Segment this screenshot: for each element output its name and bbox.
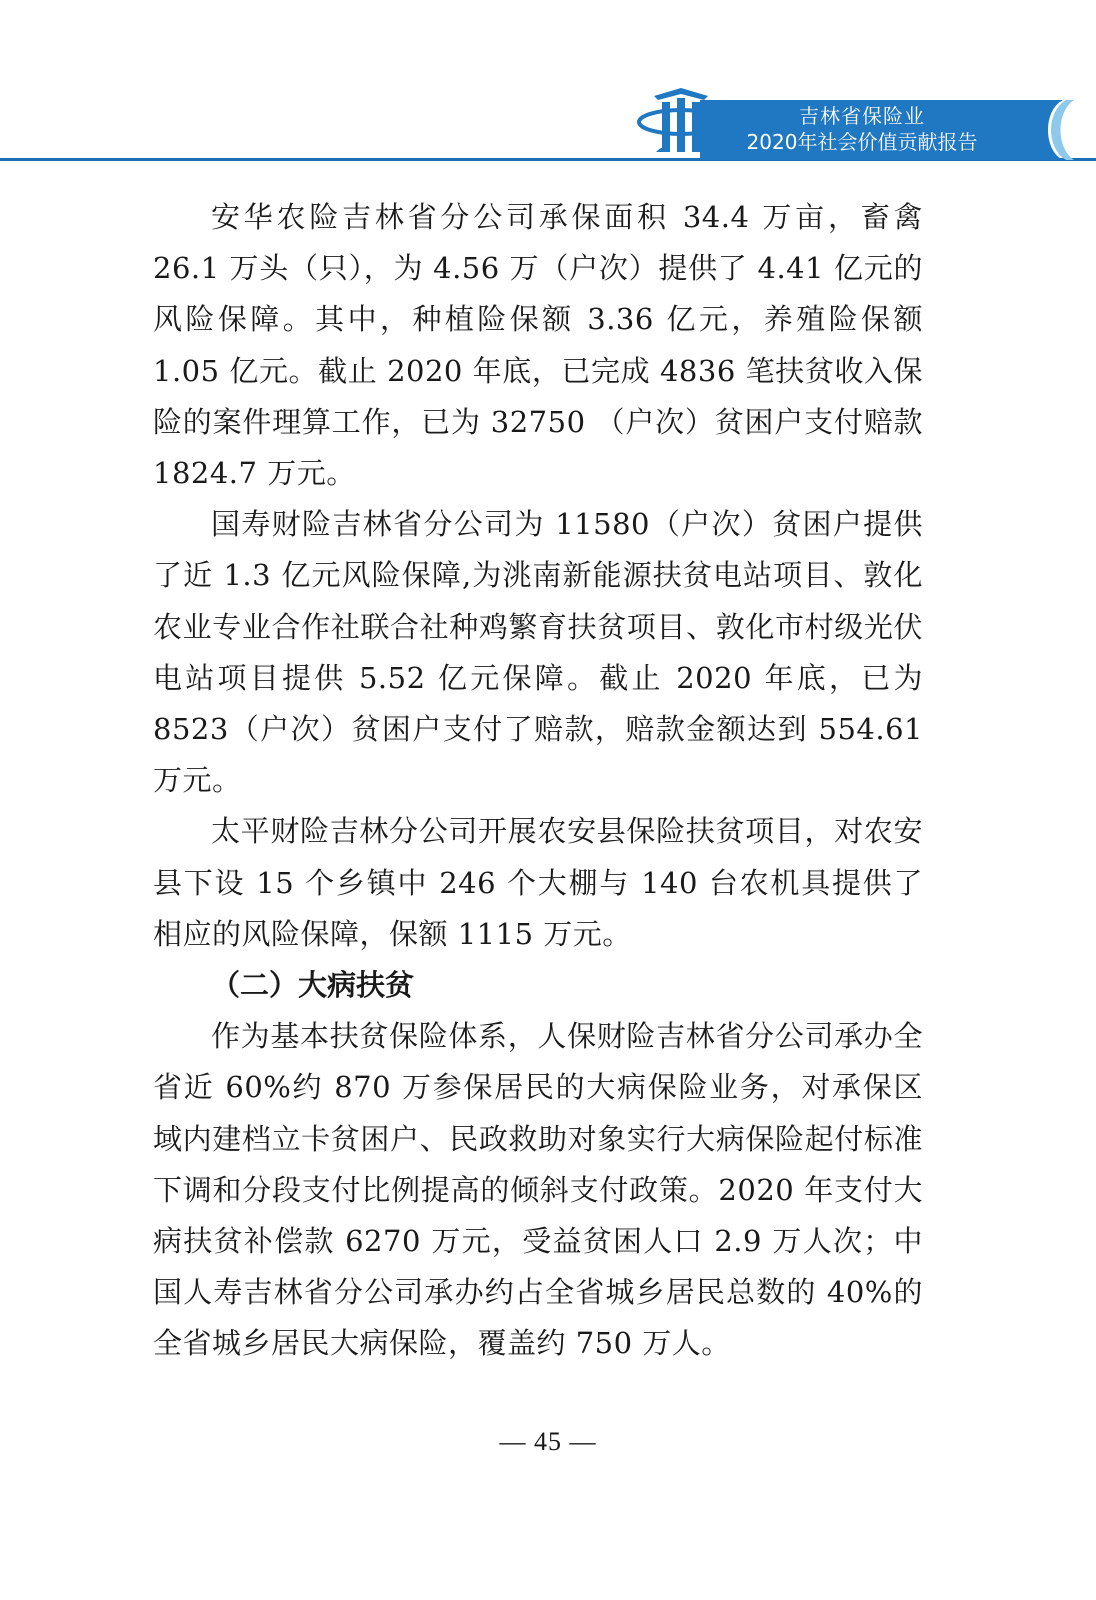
document-body xyxy=(153,192,923,1370)
paragraph-guoshou: 国寿财险吉林省分公司为 11580（户次）贫困户提供了近 1.3 亿元风险保障,为洮南新能源扶贫电站项目、敦化农业专业合作社联合社种鸡繁育扶贫项目、敦化市村级光伏电站项目提供 5.52 亿元保障。截止 2020 年底，已为 8523（户次）贫困户支付了赔款，赔款金额达到 554.61 万元。 xyxy=(153,507,923,798)
paragraph-critical-illness: 作为基本扶贫保险体系，人保财险吉林省分公司承办全省近 60%约 870 万参保居民的大病保险业务，对承保区域内建档立卡贫困户、民政救助对象实行大病保险起付标准下调和分段支付比例提高的倾斜支付政策。2020 年支付大病扶贫补偿款 6270 万元，受益贫困人口 2.9 万人次；中国人寿吉林省分公司承办约占全省城乡居民总数的 40%的全省城乡居民大病保险，覆盖约 750 万人。 xyxy=(153,1019,923,1361)
section-subheading: （二）大病扶贫 xyxy=(211,968,415,1003)
header-title-line2: 2020年社会价值贡献报告 xyxy=(746,130,978,154)
header-title xyxy=(712,103,1012,155)
page-number: — 45 — xyxy=(499,1427,597,1456)
header-title-line1: 吉林省保险业 xyxy=(799,104,925,128)
paragraph-anhua: 安华农险吉林省分公司承保面积 34.4 万亩，畜禽 26.1 万头（只），为 4.56 万（户次）提供了 4.41 亿元的风险保障。其中，种植险保额 3.36 亿元，养殖险保额 1.05 亿元。截止 2020 年底，已完成 4836 笔扶贫收入保险的案件理算工作，已为 32750 （户次）贫困户支付赔款 1824.7 万元。 xyxy=(153,200,923,491)
paragraph-taiping: 太平财险吉林分公司开展农安县保险扶贫项目，对农安县下设 15 个乡镇中 246 个大棚与 140 台农机具提供了相应的风险保障，保额 1115 万元。 xyxy=(153,814,923,951)
page-header xyxy=(0,0,1096,175)
banner-end-cap xyxy=(1008,100,1088,160)
